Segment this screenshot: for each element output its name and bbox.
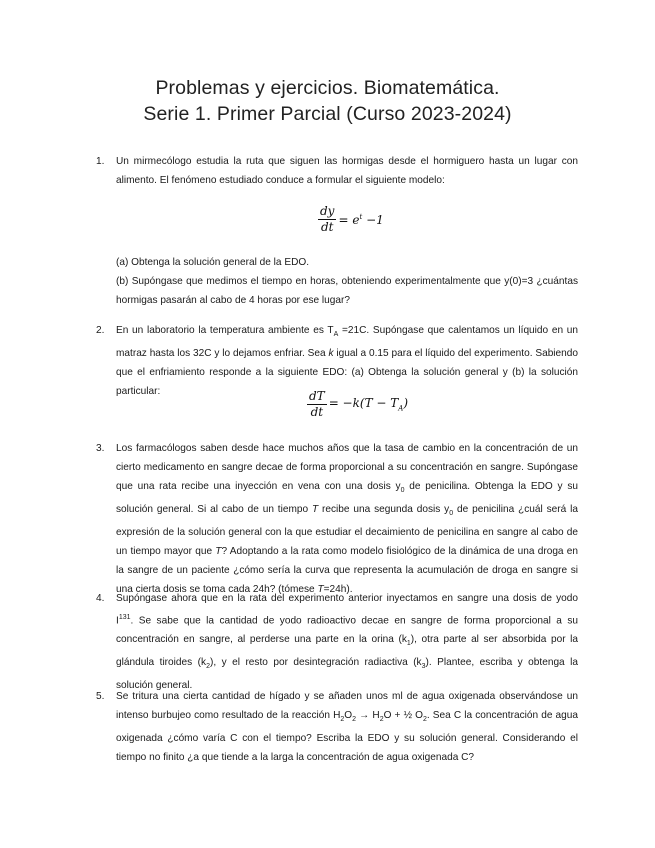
problem-1-parts: [96, 253, 578, 310]
page-title-line1: Problemas y ejercicios. Biomatemática.: [155, 77, 500, 99]
problem-text: En un laboratorio la temperatura ambiente es $T_A =21C$. Supóngase que calentamos un líquido en un matraz hasta los 32C y lo dejamos enfriar. Sea k igual a 0.15 para el líquido del experimento. Sabiendo que el enfriamiento responde a la siguiente EDO: (a) Obtenga la solución general y (b) la solución particular:: [116, 325, 579, 398]
equation-2: $\frac{dT}{dt}$ = $-k(T - T_A)$: [309, 389, 409, 419]
eq-denominator: dt: [320, 220, 334, 234]
eq-denominator: dt: [310, 405, 324, 419]
problem-text: Un mirmecólogo estudia la ruta que siguen las hormigas desde el hormiguero hasta un lugar con alimento. El fenómeno estudiado conduce a formular el siguiente modelo:: [116, 156, 578, 186]
page-title-line2: Serie 1. Primer Parcial (Curso 2023-2024): [143, 103, 512, 125]
problem-number: 3.: [96, 443, 105, 454]
problem-number: 5.: [96, 691, 105, 702]
problem-4: [96, 589, 578, 695]
equation-1: $\frac{dy}{dt}$ = $e^t -1$: [320, 204, 384, 234]
problem-number: 4.: [96, 593, 105, 604]
problem-5: [96, 687, 578, 767]
problem-1: [96, 152, 578, 190]
problem-text: Los farmacólogos saben desde hace muchos años que la tasa de cambio en la concentración de un cierto medicamento en sangre decae de forma proporcional a su concentración en sangre. Supóngase que una rata recibe una inyección en vena con una dosis $y_0$ de penicilina. Obtenga la EDO y su solución general. Si al cabo de un tiempo T recibe una segunda dosis $y_0$ de penicilina ¿cuál será la expresión de la solución general con la que estudiar el decaimiento de penicilina en sangre al cabo de un tiempo mayor que T? Adoptando a la rata como modelo fisiológico de la dinámica de una droga en la sangre de un paciente ¿cómo sería la curva que representa la acumulación de droga en sangre si una cierta dosis se toma cada 24h? (tómese T=24h).: [116, 443, 578, 596]
problem-text: Se tritura una cierta cantidad de hígado y se añaden unos ml de agua oxigenada observándose un intenso burbujeo como resultado de la reacción $H_2O_2 \to H_2O$ + ½ $O_2$. Sea C la concentración de agua oxigenada ¿cómo varía C con el tiempo? Escriba la EDO y su solución general. Considerando el tiempo no finito ¿a que tiende a la larga la concentración de agua oxigenada C?: [116, 691, 579, 764]
eq-numerator: dy: [320, 204, 335, 218]
problem-text: Supóngase ahora que en la rata del experimento anterior inyectamos en sangre una dosis de yodo $I^{131}$. Se sabe que la cantidad de yodo radioactivo decae en sangre de forma proporcional a su concentración en sangre, al perderse una parte en la orina $(k_1)$, otra parte al ser absorbida por la glándula tiroides $(k_2)$, y el resto por desintegración radiactiva $(k_3)$. Plantee, escriba y obtenga la solución general.: [116, 593, 578, 692]
problem-number: 1.: [96, 156, 105, 167]
part-b: (b) Supóngase que medimos el tiempo en horas, obteniendo experimentalmente que y(0)=3 ¿cuántas hormigas pasarán al cabo de 4 horas por ese lugar?: [116, 276, 578, 306]
problem-number: 2.: [96, 325, 105, 336]
eq-numerator: dT: [309, 389, 325, 403]
problem-3: [96, 439, 578, 599]
part-a: (a) Obtenga la solución general de la EDO.: [116, 257, 310, 268]
